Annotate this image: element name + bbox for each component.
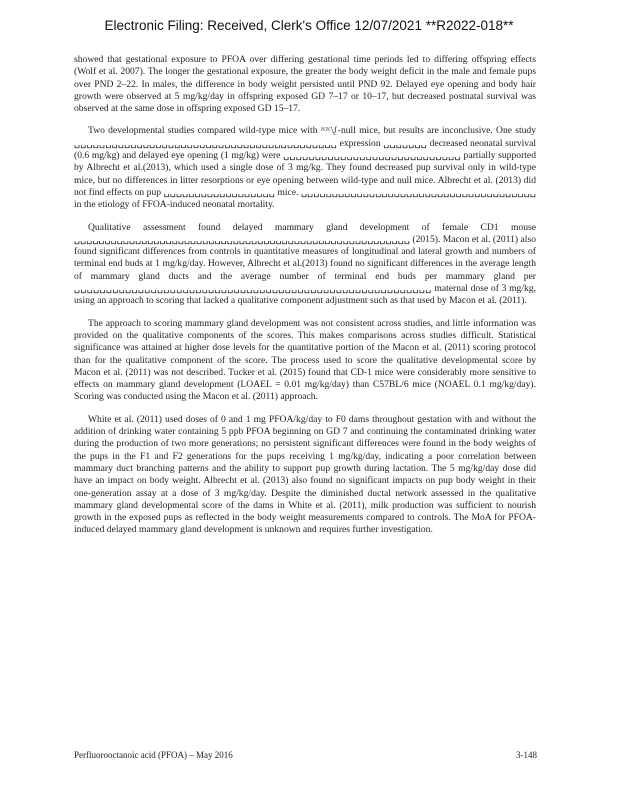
paragraph-white-study: White et al. (2011) used doses of 0 and 1 mg PFOA/kg/day to F0 dams throughout gestation with and without the addition of drinking water containing 5 ppb PFOA beginning on GD 7 and continuing the contaminated drinking water during the production of two more generations; no persistent significant differences were found in the body weights of the pups in the F1 and F2 generations for the pups receiving 1 mg/kg/day, indicating a poor correlation between mammary duct branching patterns and the ability to support pup growth during lactation. The 5 mg/kg/day dose did have an impact on body weight. Albrecht et al. (2013) also found no significant impacts on pup body weight in their one-generation assay at a dose of 3 mg/kg/day. Despite the diminished ductal network assessed in the qualitative mammary gland developmental score of the dams in White et al. (2011), milk production was sufficient to nourish growth in the exposed pups as reflected in the body weight measurements compared to controls. The MoA for PFOA-induced delayed mammary gland development is unknown and requires further investigation. bbox=[74, 413, 536, 536]
paragraph-qualitative-assessment: Qualitative assessment found delayed mammary gland development of female CD1 mouse ␣␣␣␣␣␣␣␣␣␣␣␣␣␣␣␣␣␣␣␣␣␣␣␣␣␣␣␣␣␣␣␣␣␣␣␣␣␣␣␣␣␣␣␣␣␣␣␣␣␣␣␣␣␣␣ (2015). Macon et al. (2011) also found significant differences from controls in quantitative measures of longitudinal and lateral growth and numbers of terminal end buds at 1 mg/kg/day. However, Albrecht et al.(2013) found no significant differences in the average length of mammary gland ducts and the average number of terminal end buds per mammary gland per ␣␣␣␣␣␣␣␣␣␣␣␣␣␣␣␣␣␣␣␣␣␣␣␣␣␣␣␣␣␣␣␣␣␣␣␣␣␣␣␣␣␣␣␣␣␣␣␣␣␣␣␣␣␣␣␣ maternal dose of 3 mg/kg, using an approach to scoring that lacked a qualitative component adjustment such as that used by Macon et al. (2011). bbox=[74, 221, 536, 307]
paragraph-gestational-exposure: showed that gestational exposure to PFOA over differing gestational time periods led to differing offspring effects (Wolf et al. 2007). The longer the gestational exposure, the greater the body weight deficit in the male and female pups over PND 2–22. In males, the difference in body weight persisted until PND 92. Delayed eye opening and body hair growth were observed at 5 mg/kg/day in offspring exposed GD 7–17 or 10–17, but decreased postnatal survival was observed at the same dose in offspring exposed GD 15–17. bbox=[74, 54, 536, 115]
paragraph-developmental-studies: Two developmental studies compared wild-type mice with ᶻᶜᶻᶜ\ᶘ-null mice, but results are inconclusive. One study ␣␣␣␣␣␣␣␣␣␣␣␣␣␣␣␣␣␣␣␣␣␣␣␣␣␣␣␣␣␣␣␣␣␣␣␣␣␣␣␣␣␣ expression ␣␣␣␣␣␣␣ decreased neonatal survival (0.6 mg/kg) and delayed eye opening (1 mg/kg) were ␣␣␣␣␣␣␣␣␣␣␣␣␣␣␣␣␣␣␣␣␣␣␣␣␣␣␣␣ partially supported by Albrecht et al.(2013), which used a single dose of 3 mg/kg. They found decreased pup survival only in wild-type mice, but no differences in litter resorptions or eye opening between wild-type and null mice. Albrecht et al. (2013) did not find effects on pup ␣␣␣␣␣␣␣␣␣␣␣␣␣␣␣␣␣␣ mice. ␣␣␣␣␣␣␣␣␣␣␣␣␣␣␣␣␣␣␣␣␣␣␣␣␣␣␣␣␣␣␣␣␣␣␣␣␣␣ in the etiology of FFOA-induced neonatal mortality. bbox=[74, 125, 536, 211]
paragraph-scoring-approach: The approach to scoring mammary gland development was not consistent across studies, and little information was provided on the qualitative components of the scores. This makes comparisons across studies difficult. Statistical significance was attained at higher dose levels for the quantitative portion of the Macon et al. (2011) scoring protocol than for the qualitative component of the score. The process used to score the qualitative developmental score by Macon et al. (2011) was not described. Tucker et al. (2015) found that CD-1 mice were considerably more sensitive to effects on mammary gland development (LOAEL = 0.01 mg/kg/day) than C57BL/6 mice (NOAEL 0.1 mg/kg/day). Scoring was conducted using the Macon et al. (2011) approach. bbox=[74, 317, 536, 403]
footer-doc-title: Perfluorooctanoic acid (PFOA) – May 2016 bbox=[74, 750, 233, 760]
footer-page-number: 3-148 bbox=[516, 750, 537, 760]
filing-stamp-header: Electronic Filing: Received, Clerk's Office 12/07/2021 **R2022-018** bbox=[104, 18, 514, 33]
document-body bbox=[74, 54, 536, 547]
